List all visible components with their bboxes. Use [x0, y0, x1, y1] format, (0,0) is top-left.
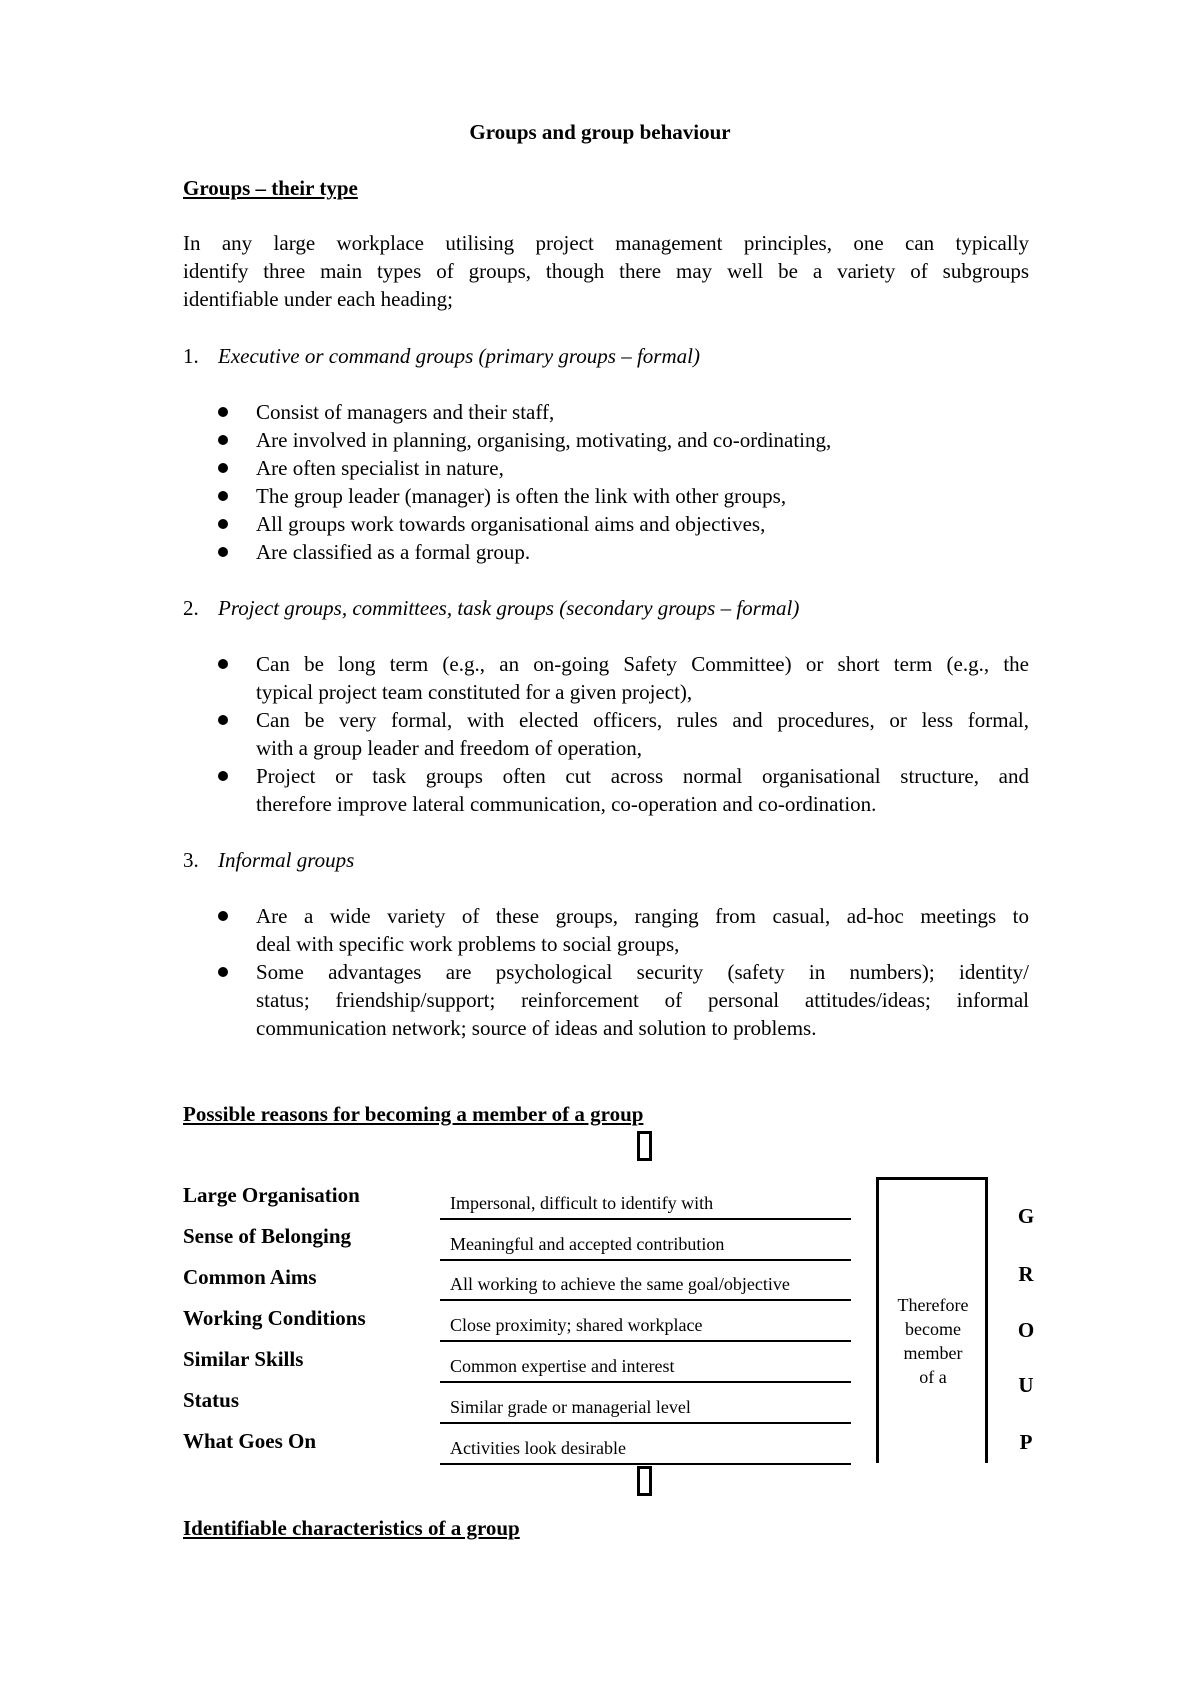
bullet-item: The group leader (manager) is often the link with other groups, — [256, 484, 787, 508]
bullet-item: Some advantages are psychological security (safety in numbers); identity/ status; friendship/support; reinforcement of personal attitudes/ideas; informal communication network; source of ideas and solution to problems. — [256, 960, 1029, 1040]
reason-label: Working Conditions — [183, 1306, 366, 1330]
list-number: 2. — [183, 596, 199, 620]
intro-line: identifiable under each heading; — [183, 287, 453, 311]
bullet-item: Can be very formal, with elected officers, rules and procedures, or less formal, with a group leader and freedom of operation, — [256, 708, 1029, 760]
section-heading-group-types: Groups – their type — [183, 176, 358, 200]
bullet-icon — [218, 547, 228, 557]
intro-line: identify three main types of groups, though there may well be a variety of subgroups — [183, 259, 1029, 283]
list-number: 3. — [183, 848, 199, 872]
bullet-icon — [218, 491, 228, 501]
group-letter: U — [1018, 1373, 1034, 1397]
section-heading-characteristics: Identifiable characteristics of a group — [183, 1516, 520, 1540]
bullet-item: Can be long term (e.g., an on-going Safety Committee) or short term (e.g., the typical project team constituted for a given project), — [256, 652, 1029, 704]
bullet-item: Are often specialist in nature, — [256, 456, 504, 480]
group-letter: P — [1019, 1430, 1033, 1454]
reason-description: Common expertise and interest — [450, 1356, 675, 1376]
box-top-border — [876, 1177, 988, 1180]
bullet-icon — [218, 911, 228, 921]
bullet-icon — [218, 407, 228, 417]
reason-label: Status — [183, 1388, 240, 1412]
divider — [440, 1463, 851, 1465]
group-type-title: Executive or command groups (primary groups – formal) — [218, 344, 700, 368]
bullet-item: All groups work towards organisational aims and objectives, — [256, 512, 766, 536]
reason-label: Large Organisation — [183, 1183, 360, 1207]
divider — [440, 1259, 851, 1261]
reason-label: Common Aims — [183, 1265, 317, 1289]
divider — [440, 1340, 851, 1342]
divider — [440, 1422, 851, 1424]
reason-description: All working to achieve the same goal/objective — [450, 1274, 790, 1294]
therefore-text: Therefore become member of a — [897, 1295, 969, 1387]
bullet-item: Are a wide variety of these groups, ranging from casual, ad-hoc meetings to deal with specific work problems to social groups, — [256, 904, 1029, 956]
reason-description: Meaningful and accepted contribution — [450, 1234, 725, 1254]
bullet-icon — [218, 519, 228, 529]
bullet-icon — [218, 771, 228, 781]
reason-label: Sense of Belonging — [183, 1224, 352, 1248]
divider — [440, 1299, 851, 1301]
bullet-icon — [218, 659, 228, 669]
bullet-item: Project or task groups often cut across normal organisational structure, and therefore improve lateral communication, co-operation and co-ordination. — [256, 764, 1029, 816]
reason-label: What Goes On — [183, 1429, 317, 1453]
group-letter: O — [1017, 1318, 1035, 1342]
bullet-icon — [218, 463, 228, 473]
section-heading-reasons: Possible reasons for becoming a member of a group — [183, 1102, 644, 1126]
bullet-icon — [218, 435, 228, 445]
bullet-item: Consist of managers and their staff, — [256, 400, 555, 424]
divider — [440, 1218, 851, 1220]
list-number: 1. — [183, 344, 199, 368]
bullet-item: Are involved in planning, organising, motivating, and co-ordinating, — [256, 428, 832, 452]
intro-paragraph — [183, 229, 1029, 313]
divider — [440, 1381, 851, 1383]
bullet-icon — [218, 967, 228, 977]
document-title: Groups and group behaviour — [469, 120, 731, 144]
bullet-item: Are classified as a formal group. — [256, 540, 531, 564]
reason-description: Impersonal, difficult to identify with — [450, 1193, 714, 1213]
group-letter: R — [1018, 1262, 1034, 1286]
reason-description: Close proximity; shared workplace — [450, 1315, 703, 1335]
down-arrow-icon — [637, 1131, 652, 1161]
bullet-icon — [218, 715, 228, 725]
down-arrow-icon — [637, 1466, 652, 1496]
reason-description: Activities look desirable — [450, 1438, 626, 1458]
intro-line: In any large workplace utilising project management principles, one can typically — [183, 231, 1029, 255]
reason-description: Similar grade or managerial level — [450, 1397, 691, 1417]
reason-label: Similar Skills — [183, 1347, 304, 1371]
group-type-title: Project groups, committees, task groups (secondary groups – formal) — [218, 596, 800, 620]
group-letter: G — [1017, 1204, 1035, 1228]
group-type-title: Informal groups — [218, 848, 355, 872]
box-left-border — [876, 1177, 879, 1463]
